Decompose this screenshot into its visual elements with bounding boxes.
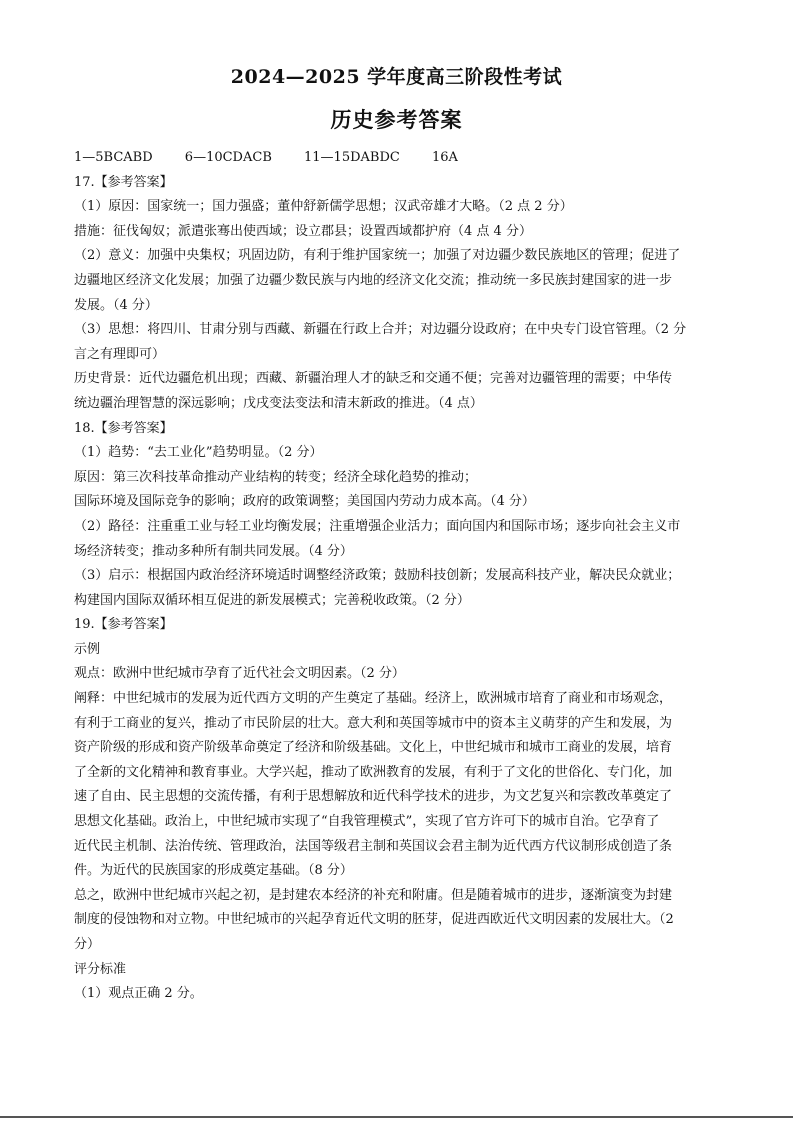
text-line: 阐释：中世纪城市的发展为近代西方文明的产生奠定了基础。经济上，欧洲城市培育了商业和市场观念， <box>74 691 673 707</box>
choice-answer-group: 16A <box>431 150 458 165</box>
text-line: 资产阶级的形成和资产阶级革命奠定了经济和阶级基础。文化上，中世纪城市和城市工商业的发展，培育 <box>74 740 673 756</box>
text-line: 有利于工商业的复兴，推动了市民阶层的壮大。意大利和英国等城市中的资本主义萌芽的产生和发展，为 <box>74 715 673 731</box>
text-line: 制度的侵蚀物和对立物。中世纪城市的兴起孕育近代文明的胚芽，促进西欧近代文明因素的发展壮大。（2 <box>74 912 674 928</box>
choice-answer-group: 11—15DABDC <box>304 150 400 165</box>
choice-answers <box>74 146 724 171</box>
choice-answer-group: 1—5BCABD <box>74 150 153 165</box>
choice-answer-group: 6—10CDACB <box>184 150 272 165</box>
text-line: （3）思想：将四川、甘肃分别与西藏、新疆在行政上合并；对边疆分设政府；在中央专门设官管理。（2 分 <box>74 322 687 338</box>
page-bottom-rule <box>0 1116 793 1118</box>
text-line: （1）观点正确 2 分。 <box>74 986 203 1002</box>
text-line: 分） <box>74 937 101 952</box>
heading-q17: 17.【参考答案】 <box>74 174 173 190</box>
text-line: 发展。（4 分） <box>74 297 158 313</box>
text-line: 场经济转变；推动多种所有制共同发展。（4 分） <box>74 543 353 559</box>
text-line: （2）意义：加强中央集权；巩固边防，有利于维护国家统一；加强了对边疆少数民族地区的管理；促进了 <box>74 248 681 264</box>
answer-body <box>74 146 724 1007</box>
text-line: 构建国内国际双循环相互促进的新发展模式；完善税收政策。（2 分） <box>74 592 470 608</box>
text-line: 件。为近代的民族国家的形成奠定基础。（8 分） <box>74 863 353 879</box>
text-line: 历史背景：近代边疆危机出现；西藏、新疆治理人才的缺乏和交通不便；完善对边疆管理的需要；中华传 <box>74 371 673 387</box>
text-line: 了全新的文化精神和教育事业。大学兴起，推动了欧洲教育的发展，有利于了文化的世俗化、专门化，加 <box>74 764 673 780</box>
text-line: （1）趋势：“去工业化”趋势明显。（2 分） <box>74 445 323 461</box>
text-line: 评分标准 <box>74 961 127 977</box>
text-line: 速了自由、民主思想的交流传播，有利于思想解放和近代科学技术的进步，为文艺复兴和宗教改革奠定了 <box>74 789 673 805</box>
heading-q19: 19.【参考答案】 <box>74 617 173 633</box>
text-line: 言之有理即可） <box>74 346 166 362</box>
answer-key-title: 历史参考答案 <box>330 107 463 132</box>
text-line: 统边疆治理智慧的深远影响；戊戌变法变法和清末新政的推进。（4 点） <box>74 395 483 411</box>
text-line: （3）启示：根据国内政治经济环境适时调整经济政策；鼓励科技创新；发展高科技产业，解决民众就业； <box>74 568 681 584</box>
exam-title: 2024—2025 学年度高三阶段性考试 <box>230 66 563 88</box>
text-line: 边疆地区经济文化发展；加强了边疆少数民族与内地的经济文化交流；推动统一多民族封建国家的进一步 <box>74 272 673 288</box>
text-line: 示例 <box>74 641 101 657</box>
text-line: 观点：欧洲中世纪城市孕育了近代社会文明因素。（2 分） <box>74 666 405 682</box>
text-line: 措施：征伐匈奴；派遣张骞出使西域；设立郡县；设置西域都护府（4 点 4 分） <box>74 223 532 239</box>
text-line: 国际环境及国际竞争的影响；政府的政策调整；美国国内劳动力成本高。（4 分） <box>74 494 535 510</box>
text-line: 近代民主机制、法治传统、管理政治，法国等级君主制和英国议会君主制为近代西方代议制形成创造了条 <box>74 838 673 854</box>
text-line: （2）路径：注重重工业与轻工业均衡发展；注重增强企业活力；面向国内和国际市场；逐步向社会主义市 <box>74 518 681 534</box>
text-line: 思想文化基础。政治上，中世纪城市实现了“自我管理模式”，实现了官方许可下的城市自治。它孕育了 <box>74 814 660 830</box>
text-line: （1）原因：国家统一；国力强盛；董仲舒新儒学思想；汉武帝雄才大略。（2 点 2 分） <box>74 199 573 215</box>
text-line: 原因：第三次科技革命推动产业结构的转变；经济全球化趋势的推动； <box>74 469 478 485</box>
heading-q18: 18.【参考答案】 <box>74 420 173 436</box>
text-line: 总之，欧洲中世纪城市兴起之初，是封建农本经济的补充和附庸。但是随着城市的进步，逐渐演变为封建 <box>74 887 673 903</box>
